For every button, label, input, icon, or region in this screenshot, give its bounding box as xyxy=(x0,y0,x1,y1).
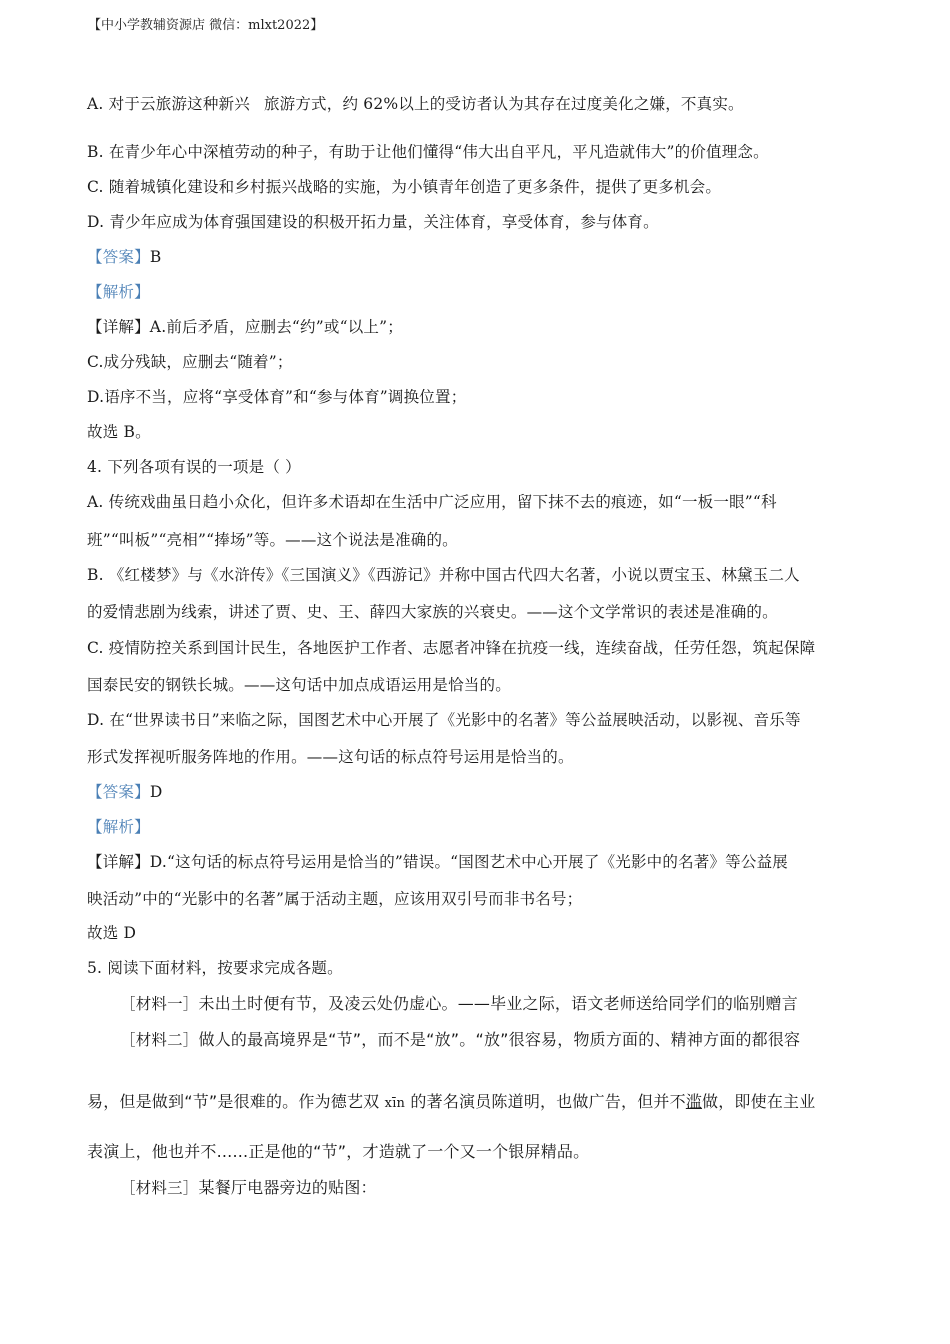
q3-answer: 【答案】B xyxy=(87,248,162,266)
page-header: 【中小学教辅资源店 微信：mlxt2022】 xyxy=(88,18,324,33)
dotted-idiom: 任劳任怨 xyxy=(673,639,737,657)
q4-option-b-line1: B. 《红楼梦》与《水浒传》《三国演义》《西游记》并称中国古代四大名著，小说以贾宝玉、林黛玉二人 xyxy=(87,566,800,584)
q3-detail-2: C.成分残缺，应删去“随着”； xyxy=(87,353,293,371)
q3-option-b: B. 在青少年心中深植劳动的种子，有助于让他们懂得“伟大出自平凡，平凡造就伟大”的价值理念。 xyxy=(87,143,769,161)
q3-conclusion: 故选 B。 xyxy=(87,423,151,441)
q4-detail-1: 【详解】D.“这句话的标点符号运用是恰当的”错误。“国图艺术中心开展了《光影中的名著》等公益展 xyxy=(87,853,788,871)
q3-detail-3: D.语序不当，应将“享受体育”和“参与体育”调换位置； xyxy=(87,388,467,406)
q5-material-2-line2: 易，但是做到“节”是很难的。作为德艺双 xīn 的著名演员陈道明，也做广告，但并不滥做，即使在主业 xyxy=(87,1092,816,1111)
q3-detail-1: 【详解】A.前后矛盾，应删去“约”或“以上”； xyxy=(87,318,403,336)
q4-option-b-line2: 的爱情悲剧为线索，讲述了贾、史、王、薛四大家族的兴衰史。——这个文学常识的表述是准确的。 xyxy=(87,603,778,621)
q4-option-d-line2: 形式发挥视听服务阵地的作用。——这句话的标点符号运用是恰当的。 xyxy=(87,748,574,766)
q3-option-c: C. 随着城镇化建设和乡村振兴战略的实施，为小镇青年创造了更多条件，提供了更多机会。 xyxy=(87,178,722,196)
q4-conclusion: 故选 D xyxy=(87,924,137,942)
q4-option-a-line2: 班”“叫板”“亮相”“捧场”等。——这个说法是准确的。 xyxy=(87,531,458,549)
q4-option-c-line2: 国泰民安的钢铁长城。——这句话中加点成语运用是恰当的。 xyxy=(87,676,511,694)
q3-option-d: D. 青少年应成为体育强国建设的积极开拓力量，关注体育，享受体育，参与体育。 xyxy=(87,213,659,231)
pinyin-annotation: xīn xyxy=(384,1096,406,1111)
q4-option-c-line1: C. 疫情防控关系到国计民生，各地医护工作者、志愿者冲锋在抗疫一线，连续奋战，任劳任怨，筑起保障 xyxy=(87,639,816,657)
q5-material-1: ［材料一］未出土时便有节，及凌云处仍虚心。——毕业之际，语文老师送给同学们的临别赠言 xyxy=(120,994,798,1013)
q4-analysis-label: 【解析】 xyxy=(87,818,150,836)
underlined-char: 滥 xyxy=(685,1092,703,1111)
q5-material-2-line1: ［材料二］做人的最高境界是“节”，而不是“放”。“放”很容易，物质方面的、精神方面的都很容 xyxy=(120,1030,801,1049)
q5-material-2-line3: 表演上，他也并不......正是他的“节”，才造就了一个又一个银屏精品。 xyxy=(87,1142,590,1161)
q4-option-a-line1: A. 传统戏曲虽日趋小众化，但许多术语却在生活中广泛应用，留下抹不去的痕迹，如“一板一眼”“科 xyxy=(87,493,777,511)
q4-answer: 【答案】D xyxy=(87,783,163,801)
q3-option-a: A. 对于云旅游这种新兴 旅游方式，约 62%以上的受访者认为其存在过度美化之嫌，不真实。 xyxy=(87,95,744,113)
q4-option-d-line1: D. 在“世界读书日”来临之际，国图艺术中心开展了《光影中的名著》等公益展映活动，以影视、音乐等 xyxy=(87,711,801,729)
q5-stem: 5. 阅读下面材料，按要求完成各题。 xyxy=(87,959,343,977)
q3-analysis-label: 【解析】 xyxy=(87,283,150,301)
q4-detail-2: 映活动”中的“光影中的名著”属于活动主题，应该用双引号而非书名号； xyxy=(87,890,583,908)
q5-material-3: ［材料三］某餐厅电器旁边的贴图： xyxy=(120,1178,377,1197)
q4-stem: 4. 下列各项有误的一项是（ ） xyxy=(87,458,301,476)
